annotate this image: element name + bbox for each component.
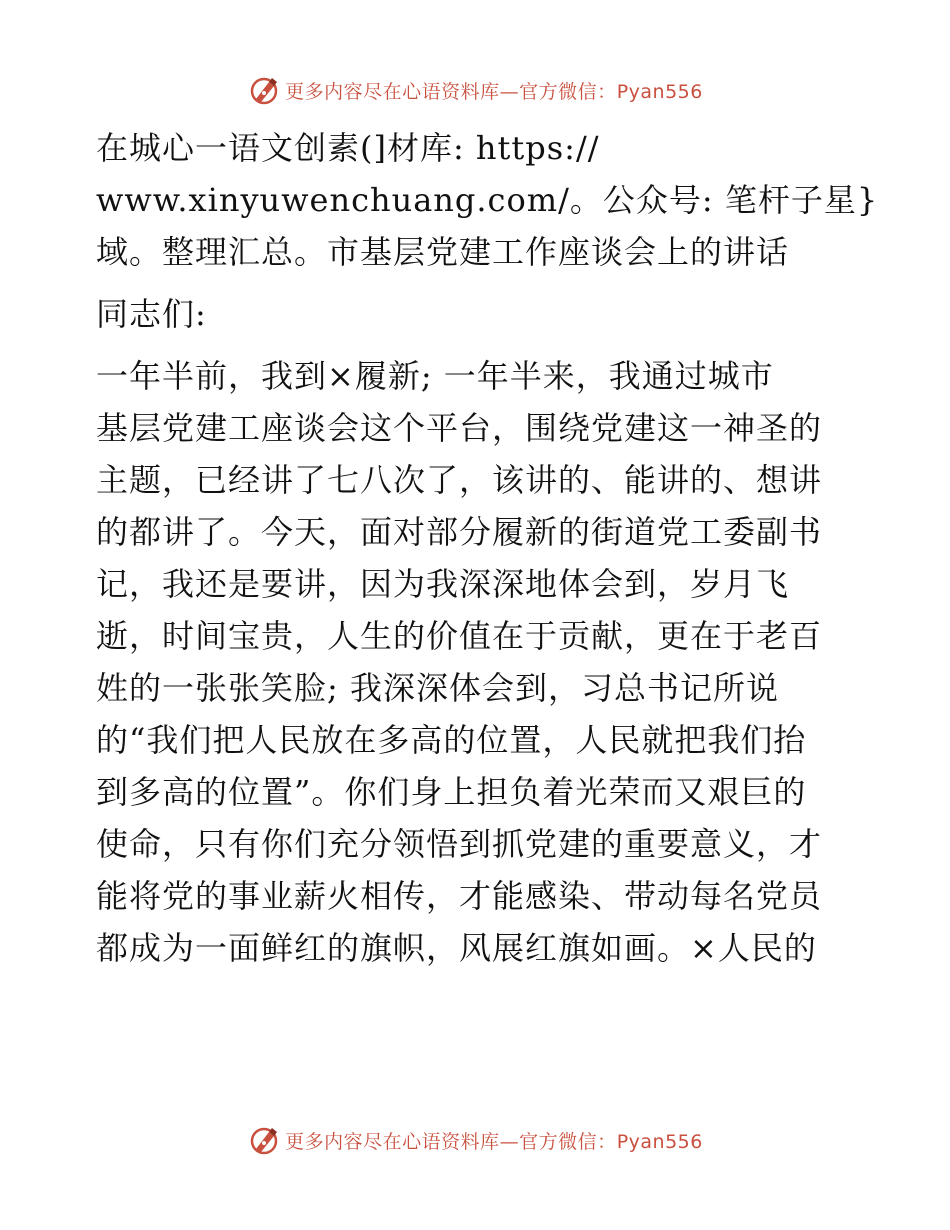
paragraph-line: 的都讲了。今天，面对部分履新的街道党工委副书 xyxy=(96,513,823,551)
header-line: 域。整理汇总。市基层党建工作座谈会上的讲话 xyxy=(96,233,790,271)
document-body xyxy=(96,122,879,974)
header-line: www.xinyuwenchuang.com/。公众号: 笔杆子星} xyxy=(96,181,879,219)
watermark-separator: — xyxy=(499,80,520,103)
top-watermark-banner xyxy=(0,70,950,110)
watermark-handle: Pyan556 xyxy=(616,1130,703,1153)
pen-nib-logo-icon xyxy=(247,73,281,107)
paragraph-line: 姓的一张张笑脸; 我深深体会到，习总书记所说 xyxy=(96,669,779,707)
paragraph-line: 的“我们把人民放在多高的位置，人民就把我们抬 xyxy=(96,721,807,759)
bottom-watermark-banner xyxy=(0,1120,950,1160)
watermark-main: 更多内容尽在心语资料库 xyxy=(285,80,500,103)
paragraph-line: 一年半前，我到×履新; 一年半来，我通过城市 xyxy=(96,357,774,395)
watermark-suffix: 官方微信： xyxy=(519,1130,617,1153)
watermark-suffix: 官方微信： xyxy=(519,80,617,103)
watermark-text xyxy=(285,77,703,104)
header-line: 在城心一语文创素(]材库: https:// xyxy=(96,129,600,167)
watermark-handle: Pyan556 xyxy=(616,80,703,103)
watermark-main: 更多内容尽在心语资料库 xyxy=(285,1130,500,1153)
watermark-text xyxy=(285,1127,703,1154)
paragraph-line: 到多高的位置”。你们身上担负着光荣而又艰巨的 xyxy=(96,773,807,811)
watermark-separator: — xyxy=(499,1130,520,1153)
paragraph-line: 记，我还是要讲，因为我深深地体会到，岁月飞 xyxy=(96,565,790,603)
salutation: 同志们: xyxy=(96,295,207,333)
paragraph-line: 使命，只有你们充分领悟到抓党建的重要意义，才 xyxy=(96,825,823,863)
paragraph-line: 主题，已经讲了七八次了，该讲的、能讲的、想讲 xyxy=(96,461,823,499)
paragraph-line: 能将党的事业薪火相传，才能感染、带动每名党员 xyxy=(96,877,823,915)
pen-nib-logo-icon xyxy=(247,1123,281,1157)
paragraph-line: 逝，时间宝贵，人生的价值在于贡献，更在于老百 xyxy=(96,617,823,655)
paragraph-line: 基层党建工座谈会这个平台，围绕党建这一神圣的 xyxy=(96,409,823,447)
paragraph-line: 都成为一面鲜红的旗帜，风展红旗如画。×人民的 xyxy=(96,929,817,967)
